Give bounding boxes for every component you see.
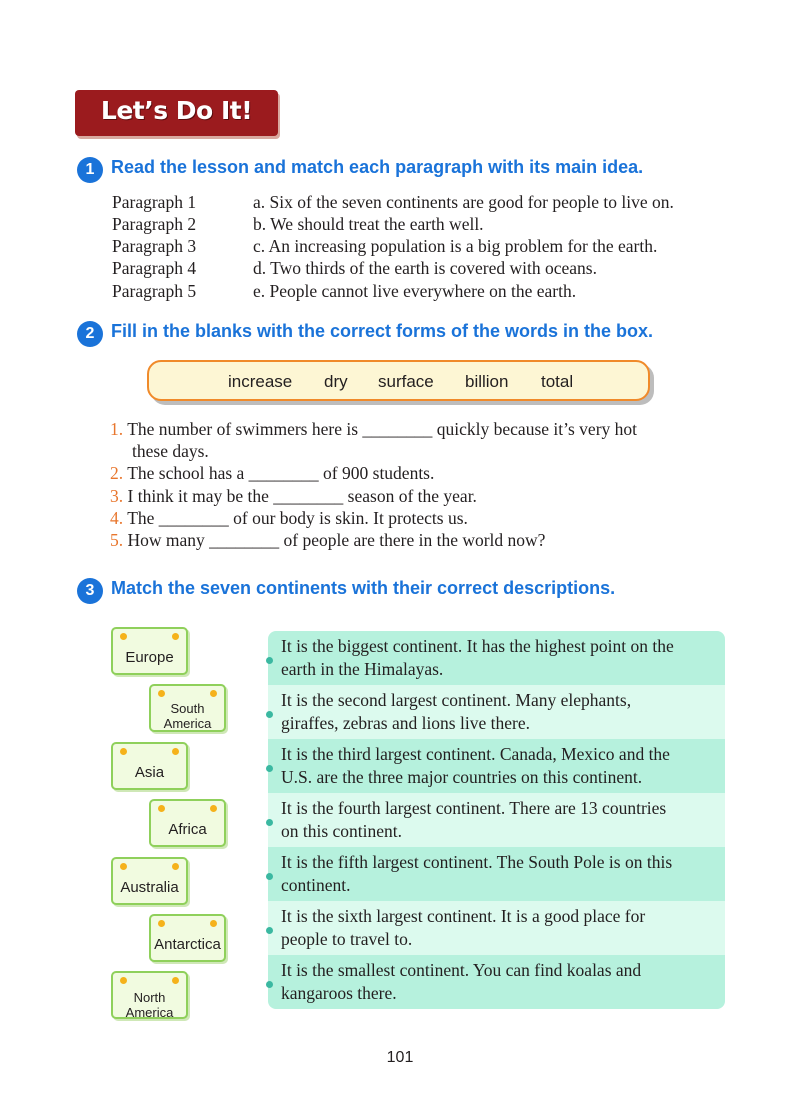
description-line: It is the sixth largest continent. It is a good place for	[281, 906, 646, 926]
question-3-number: 3	[77, 578, 103, 604]
match-dot[interactable]	[266, 873, 273, 880]
item-number: 3.	[110, 486, 124, 506]
page-number: 101	[386, 1049, 414, 1066]
match-dot[interactable]	[266, 981, 273, 988]
continent-tag-asia[interactable]	[111, 742, 188, 790]
question-2-instruction: Fill in the blanks with the correct forms of the words in the box.	[111, 321, 654, 341]
question-1-number: 1	[77, 157, 103, 183]
description-line: U.S. are the three major countries on this continent.	[281, 767, 643, 787]
match-dot[interactable]	[266, 765, 273, 772]
match-dot[interactable]	[266, 711, 273, 718]
description-line: on this continent.	[281, 821, 403, 841]
fill-blank-item	[110, 508, 468, 529]
description-item	[268, 847, 725, 901]
fill-blank-item	[110, 486, 477, 507]
continent-tag-antarctica[interactable]	[149, 914, 226, 962]
description-line: kangaroos there.	[281, 983, 397, 1003]
item-sentence: The number of swimmers here is ________ quickly because it’s very hot	[127, 419, 638, 439]
question-2-number: 2	[77, 321, 103, 347]
word-box-word: dry	[324, 372, 348, 391]
description-item	[268, 685, 725, 739]
description-item	[268, 631, 725, 685]
paragraph-label: Paragraph 5	[112, 281, 197, 301]
description-line: continent.	[281, 875, 351, 895]
description-item	[268, 793, 725, 847]
item-sentence-continued: these days.	[132, 441, 209, 461]
match-dot[interactable]	[266, 819, 273, 826]
description-item	[268, 901, 725, 955]
description-item	[268, 739, 725, 793]
paragraph-match-row	[112, 214, 484, 236]
paragraph-label: Paragraph 1	[112, 192, 197, 212]
main-idea: d. Two thirds of the earth is covered with oceans.	[253, 258, 597, 278]
main-idea: a. Six of the seven continents are good for people to live on.	[253, 192, 674, 212]
continent-label: South	[170, 701, 205, 716]
match-dot[interactable]	[266, 657, 273, 664]
continent-tag-europe[interactable]	[111, 627, 188, 675]
description-line: giraffes, zebras and lions live there.	[281, 713, 530, 733]
paragraph-label: Paragraph 3	[112, 236, 197, 256]
word-box-word: surface	[378, 372, 434, 391]
item-sentence: The school has a ________ of 900 students.	[127, 463, 435, 483]
continent-label: Asia	[134, 764, 165, 781]
continent-tag-south-america[interactable]	[149, 684, 226, 732]
item-sentence: How many ________ of people are there in the world now?	[127, 530, 546, 550]
continent-label: Africa	[168, 821, 207, 838]
word-box	[147, 360, 650, 401]
fill-blank-item	[110, 530, 545, 551]
fill-blank-item	[110, 463, 434, 484]
banner-title: Let’s Do It!	[100, 96, 253, 125]
main-idea: c. An increasing population is a big problem for the earth.	[253, 236, 658, 256]
description-line: people to travel to.	[281, 929, 413, 949]
word-box-word: increase	[228, 372, 293, 391]
description-line: It is the fifth largest continent. The South Pole is on this	[281, 852, 673, 872]
description-list	[268, 631, 725, 1009]
paragraph-match-row	[112, 236, 657, 258]
section-banner	[75, 90, 278, 136]
description-line: It is the fourth largest continent. There are 13 countries	[281, 798, 667, 818]
item-number: 1.	[110, 419, 124, 439]
main-idea: e. People cannot live everywhere on the earth.	[253, 281, 577, 301]
question-3-instruction: Match the seven continents with their correct descriptions.	[111, 578, 616, 598]
continent-label: Australia	[120, 879, 179, 896]
continent-tag-australia[interactable]	[111, 857, 188, 905]
description-item	[268, 955, 725, 1009]
question-1-instruction: Read the lesson and match each paragraph with its main idea.	[111, 157, 644, 177]
item-number: 4.	[110, 508, 124, 528]
paragraph-label: Paragraph 4	[112, 258, 197, 278]
continent-label: Europe	[125, 649, 174, 666]
item-number: 2.	[110, 463, 124, 483]
description-line: It is the second largest continent. Many elephants,	[281, 690, 632, 710]
description-line: It is the biggest continent. It has the highest point on the	[281, 636, 674, 656]
paragraph-match-row	[112, 281, 576, 303]
main-idea: b. We should treat the earth well.	[253, 214, 484, 234]
description-line: earth in the Himalayas.	[281, 659, 444, 679]
continent-tag-north-america[interactable]	[111, 971, 188, 1019]
fill-blank-item	[110, 419, 637, 440]
word-box-word: total	[541, 372, 574, 391]
item-number: 5.	[110, 530, 124, 550]
paragraph-match-row	[112, 258, 597, 280]
description-line: It is the smallest continent. You can find koalas and	[281, 960, 642, 980]
item-sentence: The ________ of our body is skin. It protects us.	[127, 508, 468, 528]
continent-label: North	[133, 990, 166, 1005]
description-line: It is the third largest continent. Canada, Mexico and the	[281, 744, 670, 764]
continent-label: America	[163, 716, 212, 731]
word-box-word: billion	[465, 372, 509, 391]
match-dot[interactable]	[266, 927, 273, 934]
item-sentence: I think it may be the ________ season of the year.	[127, 486, 477, 506]
continent-label: America	[125, 1005, 174, 1020]
continent-label: Antarctica	[154, 936, 221, 953]
continent-tag-africa[interactable]	[149, 799, 226, 847]
paragraph-match-row	[112, 192, 674, 214]
paragraph-label: Paragraph 2	[112, 214, 197, 234]
